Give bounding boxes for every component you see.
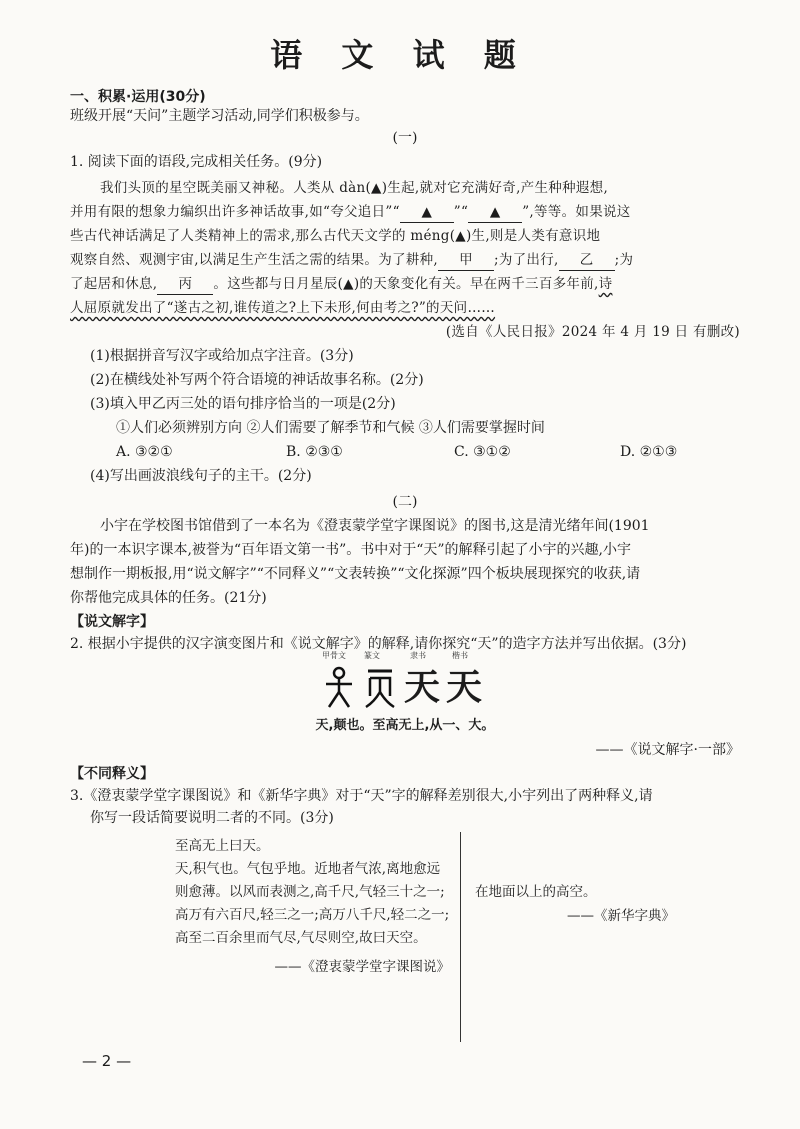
part1-marker: (一) [392,130,418,146]
myth-blank-1: ▲ [400,202,454,223]
q1-sub3-items: ①人们必须辨别方向 ②人们需要了解季节和气候 ③人们需要掌握时间 [116,420,545,436]
q1-sub4: (4)写出画波浪线句子的主干。(2分) [90,468,312,484]
q1-stem: 1. 阅读下面的语段,完成相关任务。(9分) [70,154,323,170]
wavy-start: 诗 [598,276,613,292]
section-heading: 一、积累·运用(30分) [70,89,206,105]
label-seal: 篆文 [364,651,380,660]
passage-line-1: 我们头顶的星空既美丽又神秘。人类从 dàn(▲)生起,就对它充满好奇,产生种种遐想, [100,180,609,196]
passage-line-4c: ;为 [614,252,634,268]
part2-intro-1: 小宇在学校图书馆借到了一本名为《澄衷蒙学堂字课图说》的图书,这是清光绪年间(1901 [100,518,650,534]
board-label-different-meanings: 【不同释义】 [70,766,154,782]
page-number: — 2 — [82,1052,132,1070]
chengzhong-def-line-1: 至高无上曰天。 [175,838,270,854]
q2-stem: 2. 根据小宇提供的汉字演变图片和《说文解字》的解释,请你探究“天”的造字方法并写出依据。(3分) [70,636,687,652]
xinhua-source: ——《新华字典》 [567,908,675,924]
regular-tian-glyph: 天 [446,667,483,708]
q1-options [116,442,786,462]
passage-line-3: 些古代神话满足了人类精神上的需求,那么古代天文学的 méng(▲)生,则是人类有意识地 [70,228,601,244]
option-d[interactable]: D. ②①③ [620,444,678,460]
q3-stem-1: 3.《澄衷蒙学堂字课图说》和《新华字典》对于“天”字的解释差别很大,小宇列出了两种释义,请 [70,788,653,804]
chengzhong-def-body: 天,积气也。气包乎地。近地者气浓,离地愈远则愈薄。以风而表测之,高千尺,气轻三十之一;高万有六百尺,轻三之一;高万八千尺,轻二之一;高至二百余里而气尽,气尽则空,故曰天空。 [175,861,450,946]
myth-blank-2: ▲ [468,202,522,223]
passage-line-2c: ”,等等。如果说这 [522,204,631,220]
passage-line-6 [70,298,740,318]
passage-source: (选自《人民日报》2024 年 4 月 19 日 有删改) [445,324,740,340]
label-regular: 楷书 [452,651,468,660]
passage-line-5a: 了起居和休息, [70,276,158,292]
page-title: 语 文 试 题 [270,36,530,74]
q1-sub2: (2)在横线处补写两个符合语境的神话故事名称。(2分) [90,372,424,388]
option-c[interactable]: C. ③①② [454,444,511,460]
passage-line-2a: 并用有限的想象力编织出许多神话故事,如“夸父追日”“ [70,204,400,220]
part2-marker: (二) [392,494,418,510]
q1-sub3: (3)填入甲乙丙三处的语句排序恰当的一项是(2分) [90,396,396,412]
xinhua-definition [475,880,705,928]
passage-line-4b: ;为了出行, [493,252,559,268]
column-divider [460,832,461,1042]
part2-intro-2: 年)的一本识字课本,被誉为“百年语文第一书”。书中对于“天”的解释引起了小宇的兴趣,小宇 [70,542,631,558]
shuowen-source: ——《说文解字·一部》 [595,742,740,758]
passage-line-5b: 。这些都与日月星辰(▲)的天象变化有关。早在两千三百多年前, [213,276,599,292]
passage-line-2 [70,202,740,223]
seal-tian-icon [362,666,398,710]
section-intro: 班级开展“天问”主题学习活动,同学们积极参与。 [70,108,369,124]
label-oracle-bone: 甲骨文 [322,651,346,660]
board-label-shuowen: 【说文解字】 [70,614,154,630]
oracle-bone-tian-icon [322,666,356,710]
xinhua-def-text: 在地面以上的高空。 [475,884,597,900]
passage-line-5 [70,274,740,295]
passage-line-2b: ”“ [453,204,469,220]
passage-line-4 [70,250,740,271]
part2-intro-3: 想制作一期板报,用“说文解字”“不同释义”“文表转换”“文化探源”四个板块展现探究的收获,请 [70,566,641,582]
blank-bing: 丙 [157,274,213,295]
part2-intro-4: 你帮他完成具体的任务。(21分) [70,590,267,606]
option-b[interactable]: B. ②③① [286,444,343,460]
blank-yi: 乙 [559,250,615,271]
option-a[interactable]: A. ③②① [116,444,173,460]
passage-line-4a: 观察自然、观测宇宙,以满足生产生活之需的结果。为了耕种, [70,252,438,268]
wavy-sentence: 人屈原就发出了“遂古之初,谁传道之?上下未形,何由考之?”的天问…… [70,300,496,316]
q3-stem-2: 你写一段话简要说明二者的不同。(3分) [90,810,334,826]
blank-jia: 甲 [438,250,494,271]
shuowen-quote: 天,颠也。至高无上,从一、大。 [315,718,495,733]
chengzhong-source: ——《澄衷蒙学堂字课图说》 [274,959,450,975]
clerical-tian-glyph: 天 [404,667,441,708]
chengzhong-definition [175,835,450,979]
label-clerical: 隶书 [410,651,426,660]
q1-sub1: (1)根据拼音写汉字或给加点字注音。(3分) [90,348,354,364]
